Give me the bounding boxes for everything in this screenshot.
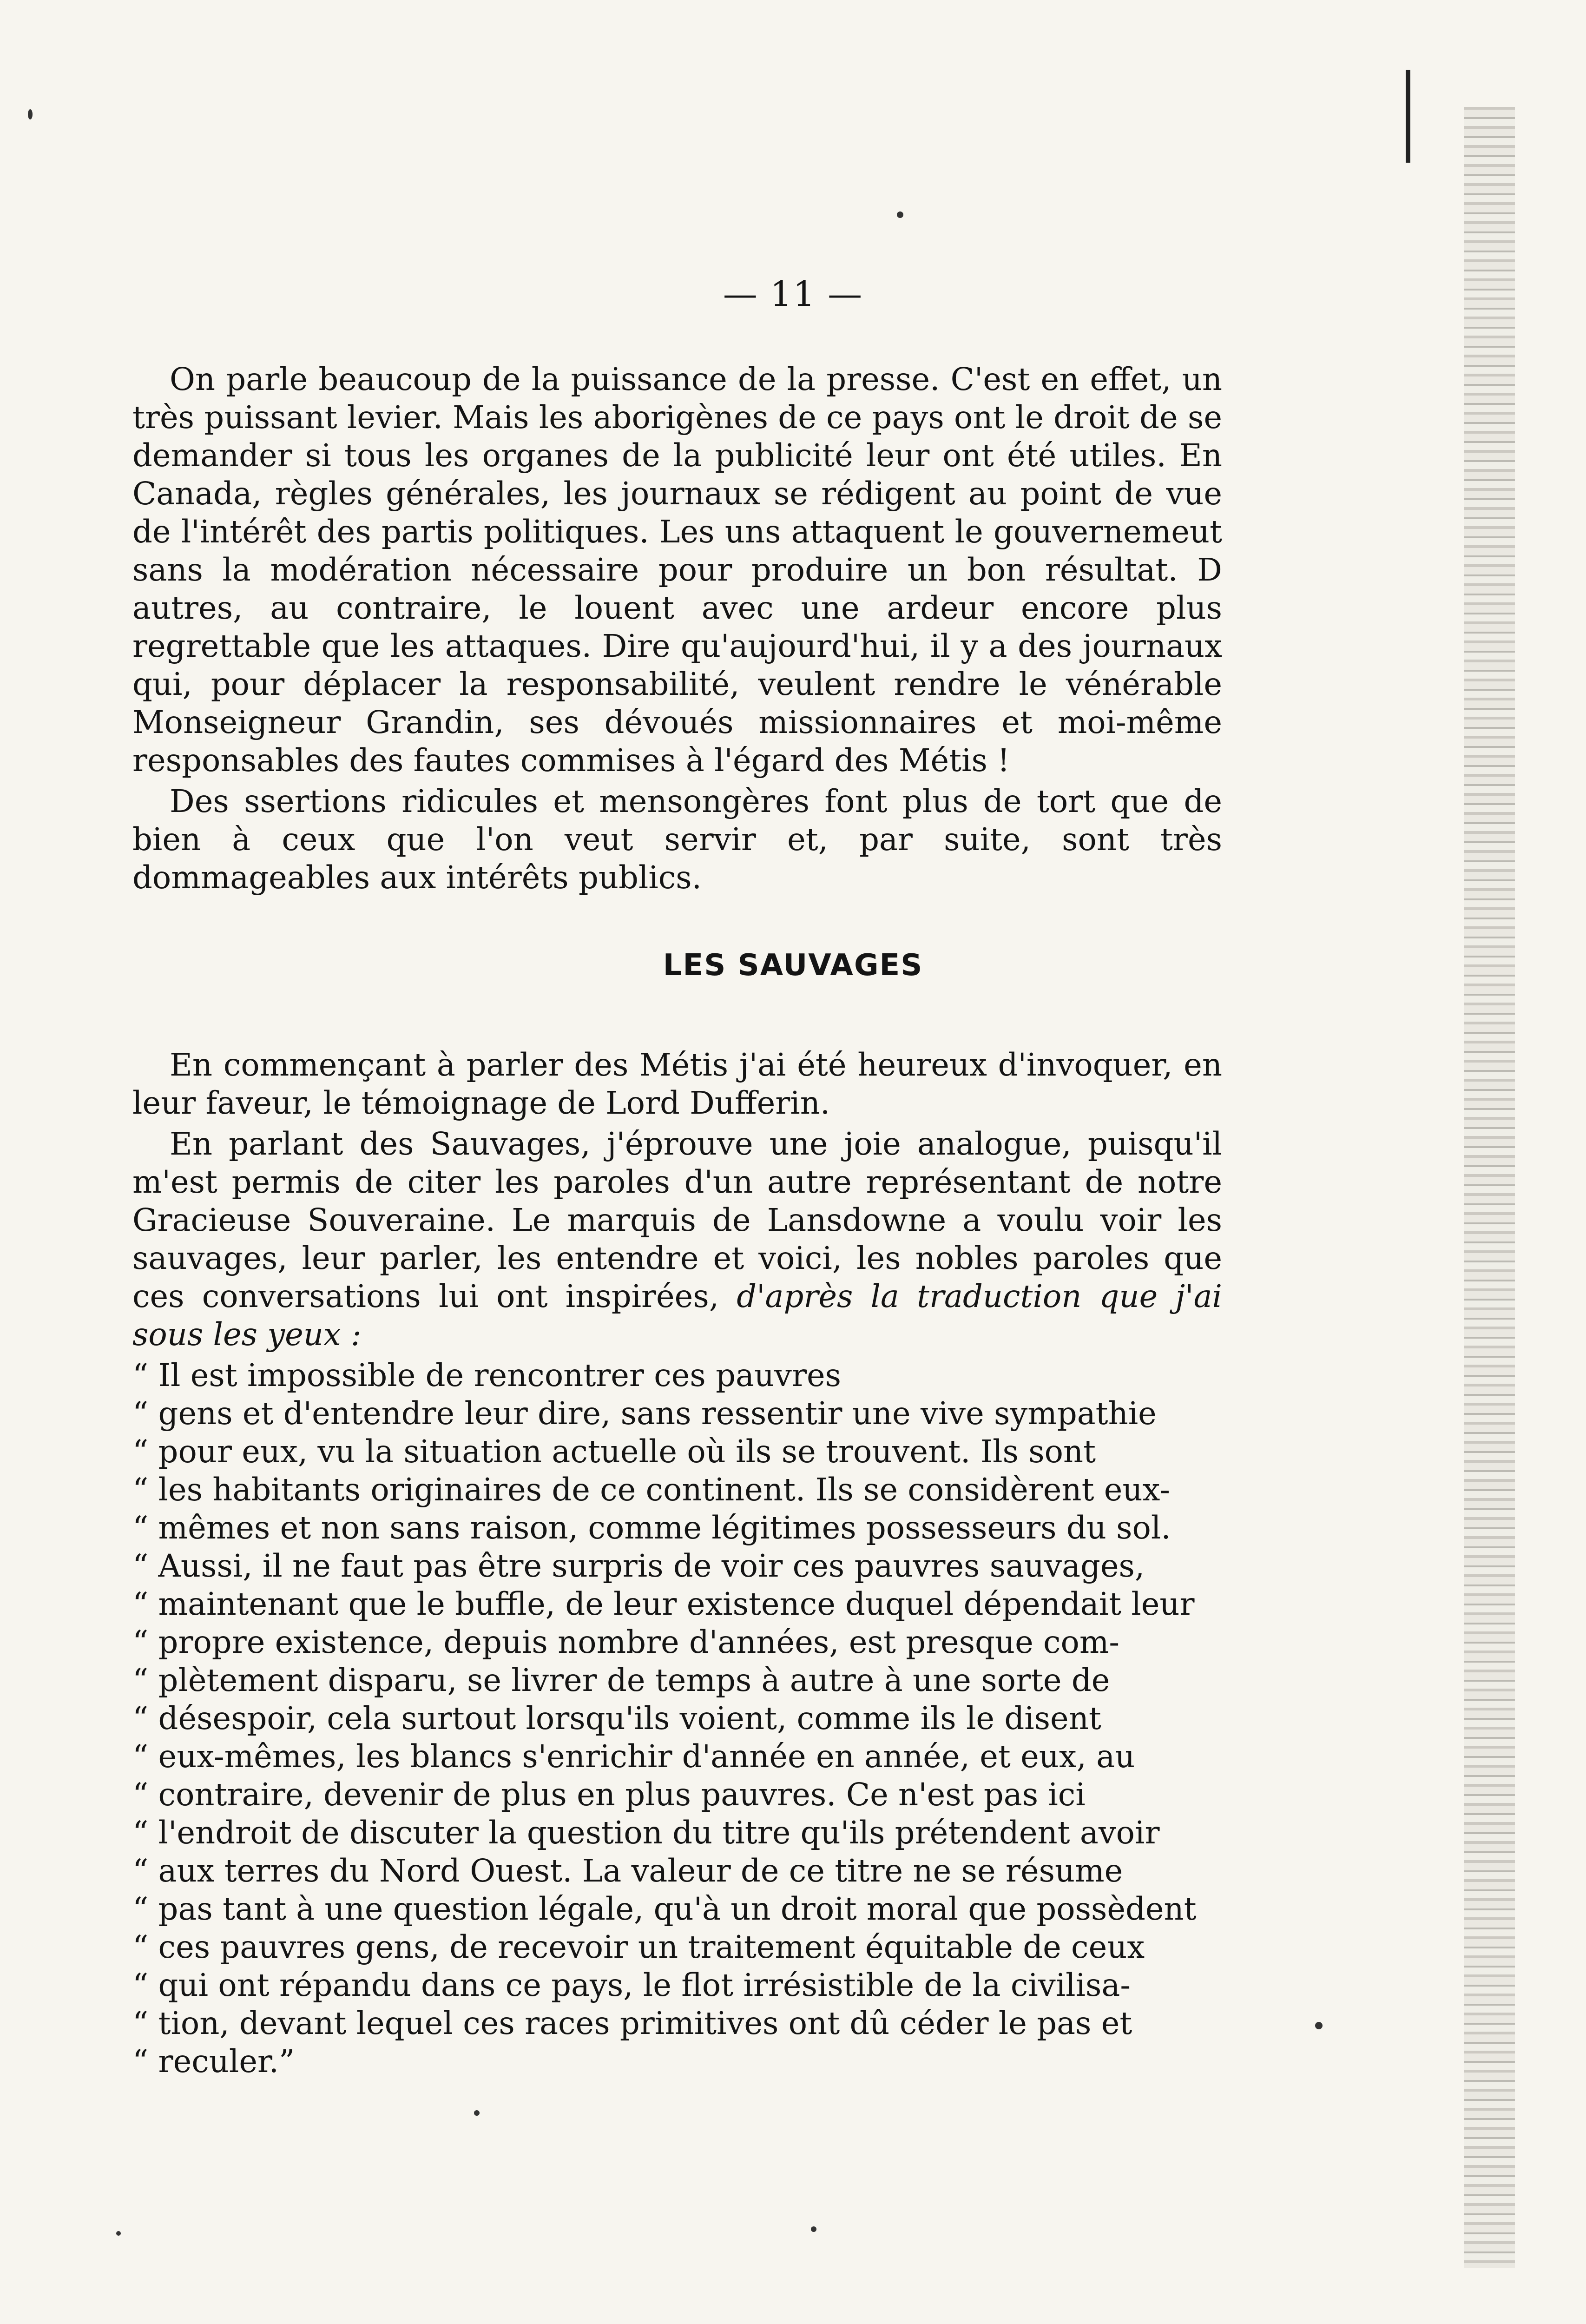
quote-line: “ Aussi, il ne faut pas être surpris de voir ces pauvres sauvages,: [132, 1548, 1145, 1584]
top-text-block: [132, 360, 1222, 899]
quote-line: “ eux-mêmes, les blancs s'enrichir d'année en année, et eux, au: [132, 1738, 1135, 1775]
quote-line: “ maintenant que le buffle, de leur existence duquel dépendait leur: [132, 1586, 1195, 1622]
quote-line: “ plètement disparu, se livrer de temps à autre à une sorte de: [132, 1662, 1110, 1698]
quote-line: “ pas tant à une question légale, qu'à un droit moral que possèdent: [132, 1891, 1197, 1927]
scan-edge-mark: [1406, 70, 1410, 163]
quote-line: “ reculer.”: [132, 2043, 295, 2080]
quote-line: “ aux terres du Nord Ouest. La valeur de ce titre ne se résume: [132, 1853, 1123, 1889]
speck: [897, 211, 903, 218]
paragraph-main-italic: d'après la traduction que j'ai sous les yeux :: [132, 1278, 1222, 1353]
quote-line: “ désespoir, cela surtout lorsqu'ils voient, comme ils le disent: [132, 1700, 1101, 1736]
speck: [28, 109, 33, 119]
quote-line: “ contraire, devenir de plus en plus pauvres. Ce n'est pas ici: [132, 1776, 1086, 1813]
quotation: [132, 1356, 1222, 2080]
quote-line: “ tion, devant lequel ces races primitives ont dû céder le pas et: [132, 2005, 1132, 2041]
paragraph-intro: En commençant à parler des Métis j'ai été heureux d'invoquer, en leur faveur, le témoignage de Lord Dufferin.: [132, 1047, 1222, 1121]
speck: [1315, 2022, 1323, 2029]
quote-line: “ Il est impossible de rencontrer ces pauvres: [132, 1357, 842, 1393]
speck: [116, 2231, 121, 2236]
speck: [474, 2110, 480, 2116]
speck: [811, 2226, 816, 2232]
quote-line: “ gens et d'entendre leur dire, sans ressentir une vive sympathie: [132, 1395, 1157, 1432]
section-heading: LES SAUVAGES: [663, 948, 923, 983]
page-number: — 11 —: [723, 274, 863, 314]
quote-line: “ mêmes et non sans raison, comme légitimes possesseurs du sol.: [132, 1510, 1171, 1546]
paragraph-main: [132, 1125, 1222, 1353]
quote-line: “ l'endroit de discuter la question du titre qu'ils prétendent avoir: [132, 1815, 1160, 1851]
quote-line: “ les habitants originaires de ce continent. Ils se considèrent eux-: [132, 1472, 1170, 1508]
scan-binding-edge: [1464, 107, 1515, 2268]
paragraph-main-lead: En parlant des Sauvages, j'éprouve une joie analogue, puisqu'il m'est permis de citer les paroles d'un autre représentant de notre Gracieuse Souveraine. Le marquis de Lansdowne a voulu voir les sauvages, leur parler, les entendre et voici, les nobles paroles que ces conversations lui ont inspirées,: [132, 1126, 1222, 1314]
paragraph-presse: On parle beaucoup de la puissance de la presse. C'est en effet, un très puissant levier. Mais les aborigènes de ce pays ont le droit de se demander si tous les organes de la publicité leur ont été utiles. En Canada, règles générales, les journaux se rédigent au point de vue de l'intérêt des partis politiques. Les uns attaquent le gouvernemeut sans la modération nécessaire pour produire un bon résultat. D autres, au contraire, le louent avec une ardeur encore plus regrettable que les attaques. Dire qu'aujourd'hui, il y a des journaux qui, pour déplacer la responsabilité, veulent rendre le vénérable Monseigneur Grandin, ses dévoués missionnaires et moi-même responsables des fautes commises à l'égard des Métis !: [132, 361, 1222, 779]
quote-line: “ qui ont répandu dans ce pays, le flot irrésistible de la civilisa-: [132, 1967, 1131, 2003]
quote-line: “ propre existence, depuis nombre d'années, est presque com-: [132, 1624, 1120, 1660]
section-text-block: [132, 1046, 1222, 2080]
quote-line: “ pour eux, vu la situation actuelle où ils se trouvent. Ils sont: [132, 1433, 1096, 1470]
paragraph-assertions: Des ssertions ridicules et mensongères font plus de tort que de bien à ceux que l'on veut servir et, par suite, sont très dommageables aux intérêts publics.: [132, 783, 1222, 896]
quote-line: “ ces pauvres gens, de recevoir un traitement équitable de ceux: [132, 1929, 1145, 1965]
